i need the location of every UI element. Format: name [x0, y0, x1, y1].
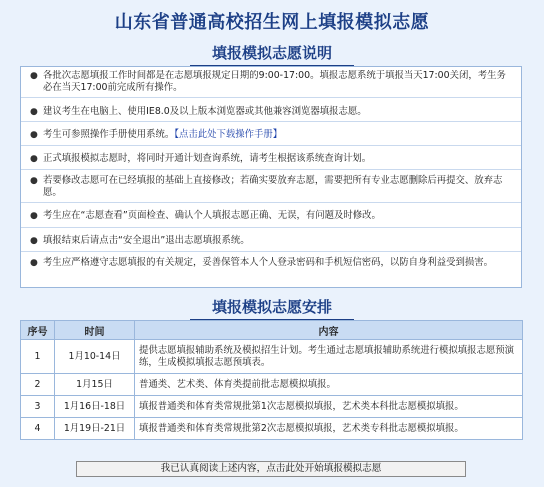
- notice-text: 正式填报模拟志愿时，将同时开通计划查询系统，请考生根据该系统查询计划。: [43, 153, 372, 164]
- bullet-icon: ●: [30, 154, 38, 164]
- bullet-icon: ●: [30, 107, 38, 117]
- notice-item: [21, 124, 521, 146]
- start-filling-button[interactable]: 我已认真阅读上述内容，点击此处开始填报模拟志愿: [76, 461, 466, 477]
- notice-list: [20, 66, 522, 288]
- row-content: 普通类、艺术类、体育类提前批志愿模拟填报。: [135, 374, 523, 396]
- table-row: [21, 374, 523, 396]
- notice-text: 各批次志愿填报工作时间都是在志愿填报规定日期的9:00-17:00。填报志愿系统于填报当天17:00关闭，考生务必在当天17:00前完成所有操作。: [43, 70, 506, 93]
- row-content: 提供志愿填报辅助系统及模拟招生计划。考生通过志愿填报辅助系统进行模拟填报志愿预演练，生成模拟填报志愿预填表。: [135, 340, 523, 374]
- notice-item: [21, 230, 521, 252]
- notice-title-text: 填报模拟志愿说明: [190, 42, 354, 67]
- row-time: 1月19日-21日: [55, 418, 135, 440]
- table-row: [21, 396, 523, 418]
- notice-item: [21, 70, 521, 98]
- notice-text: 考生可参照操作手册使用系统。: [43, 129, 175, 140]
- bullet-icon: ●: [30, 130, 38, 140]
- bullet-icon: ●: [30, 236, 38, 246]
- row-no: 2: [21, 374, 55, 396]
- bullet-icon: ●: [30, 71, 38, 81]
- schedule-title-text: 填报模拟志愿安排: [190, 296, 354, 321]
- notice-item: [21, 205, 521, 228]
- notice-text: 填报结束后请点击“安全退出”退出志愿填报系统。: [43, 235, 250, 246]
- schedule-section-title: [0, 296, 544, 321]
- column-header-time: 时间: [55, 321, 135, 340]
- notice-item: [21, 101, 521, 122]
- row-time: 1月10-14日: [55, 340, 135, 374]
- notice-text: 考生应严格遵守志愿填报的有关规定，妥善保管本人个人登录密码和手机短信密码，以防自身利益受到损害。: [43, 257, 494, 268]
- notice-item: [21, 172, 521, 203]
- row-time: 1月15日: [55, 374, 135, 396]
- notice-text: 若要修改志愿可在已经填报的基础上直接修改；若确实要放弃志愿，需要把所有专业志愿删除后再提交、放弃志愿。: [43, 175, 503, 198]
- notice-item: [21, 254, 521, 286]
- table-row: [21, 418, 523, 440]
- page-title: 山东省普通高校招生网上填报模拟志愿: [114, 12, 430, 33]
- column-header-no: 序号: [21, 321, 55, 340]
- table-row: [21, 340, 523, 374]
- bullet-icon: ●: [30, 176, 38, 186]
- row-content: 填报普通类和体育类常规批第2次志愿模拟填报，艺术类专科批志愿模拟填报。: [135, 418, 523, 440]
- row-time: 1月16日-18日: [55, 396, 135, 418]
- column-header-content: 内容: [135, 321, 523, 340]
- table-header-row: [21, 321, 523, 340]
- notice-text: 建议考生在电脑上、使用IE8.0及以上版本浏览器或其他兼容浏览器填报志愿。: [43, 106, 367, 117]
- row-no: 3: [21, 396, 55, 418]
- notice-item: [21, 148, 521, 170]
- download-manual-link[interactable]: 【点击此处下载操作手册】: [174, 129, 283, 140]
- row-content: 填报普通类和体育类常规批第1次志愿模拟填报，艺术类本科批志愿模拟填报。: [135, 396, 523, 418]
- schedule-table: [20, 320, 523, 440]
- row-no: 4: [21, 418, 55, 440]
- notice-text: 考生应在“志愿查看”页面检查、确认个人填报志愿正确、无误，有问题及时修改。: [43, 210, 381, 221]
- row-no: 1: [21, 340, 55, 374]
- bullet-icon: ●: [30, 211, 38, 221]
- bullet-icon: ●: [30, 258, 38, 268]
- notice-section-title: [0, 42, 544, 67]
